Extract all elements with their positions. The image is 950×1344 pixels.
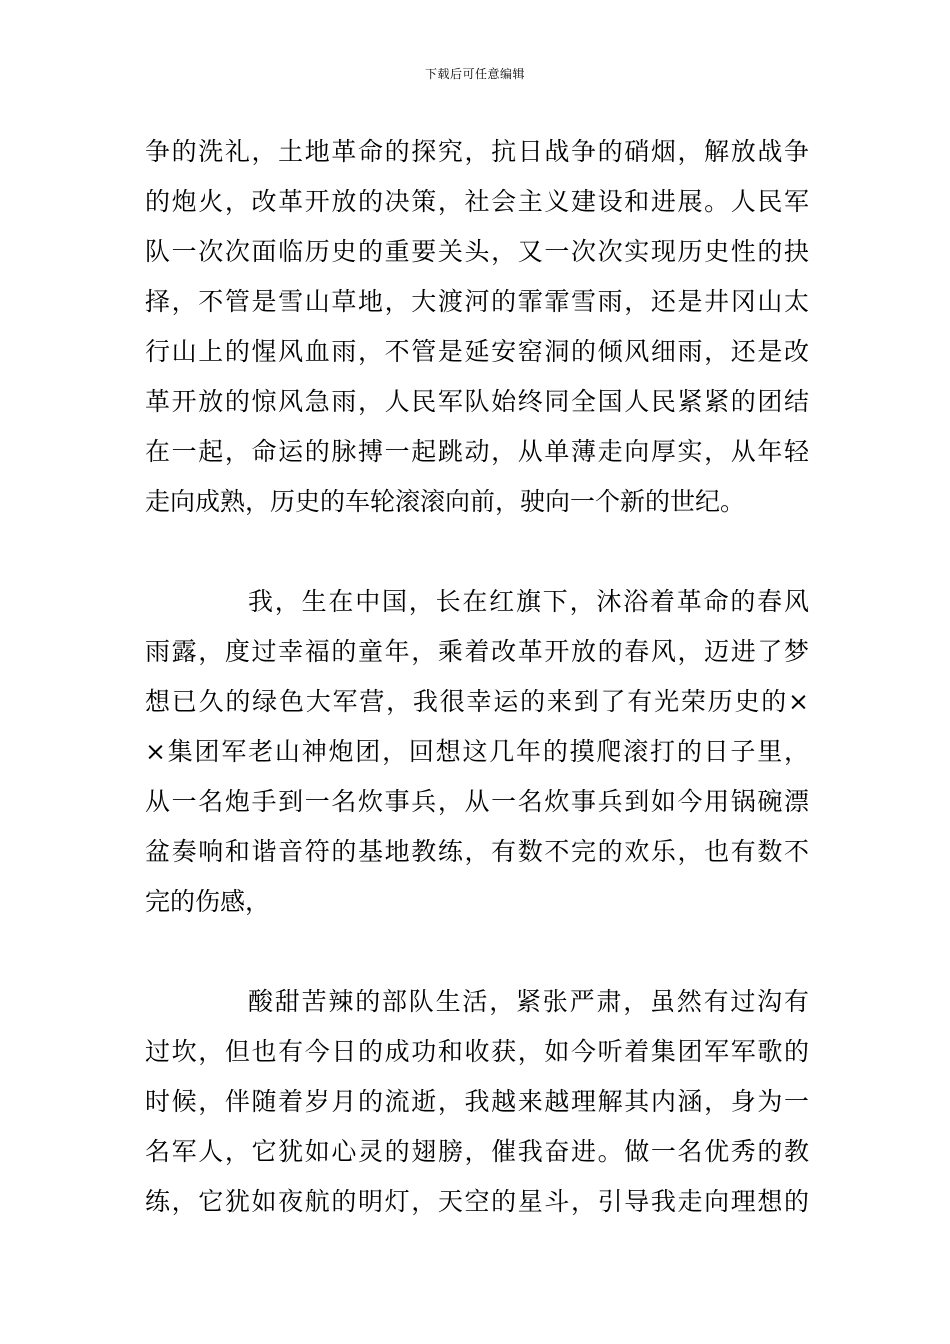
text-line: 的炮火，改革开放的决策，社会主义建设和进展。人民军 [145,187,809,216]
text-line: ×集团军老山神炮团，回想这几年的摸爬滚打的日子里， [145,737,809,766]
text-line: 行山上的惺风血雨，不管是延安窑洞的倾风细雨，还是改 [145,337,809,366]
text-line: 走向成熟，历史的车轮滚滚向前，驶向一个新的世纪。 [145,487,746,516]
text-line: 酸甜苦辣的部队生活，紧张严肃，虽然有过沟有 [248,987,809,1016]
text-line: 队一次次面临历史的重要关头，又一次次实现历史性的抉 [145,237,809,266]
document-body [145,127,809,1227]
text-line: 革开放的惊风急雨，人民军队始终同全国人民紧紧的团结 [145,387,809,416]
text-line: 想已久的绿色大军营，我很幸运的来到了有光荣历史的× [145,687,809,716]
text-line: 名军人，它犹如心灵的翅膀，催我奋进。做一名优秀的教 [145,1137,809,1166]
text-line: 盆奏响和谐音符的基地教练，有数不完的欢乐，也有数不 [145,837,809,866]
paragraph-gap [145,927,809,977]
text-line: 从一名炮手到一名炊事兵，从一名炊事兵到如今用锅碗漂 [145,787,809,816]
text-line: 在一起，命运的脉搏一起跳动，从单薄走向厚实，从年轻 [145,437,809,466]
paragraph-2 [145,577,809,927]
text-line: 完的伤感， [145,887,271,916]
text-line: 练，它犹如夜航的明灯，天空的星斗，引导我走向理想的 [145,1187,809,1216]
paragraph-1 [145,127,809,527]
page-header: 下载后可任意编辑 [424,67,525,81]
paragraph-gap [145,527,809,577]
text-line: 我，生在中国，长在红旗下，沐浴着革命的春风 [248,587,809,616]
text-line: 过坎，但也有今日的成功和收获，如今听着集团军军歌的 [145,1037,809,1066]
text-line: 择，不管是雪山草地，大渡河的霏霏雪雨，还是井冈山太 [145,287,809,316]
text-line: 争的洗礼，土地革命的探究，抗日战争的硝烟，解放战争 [145,137,809,166]
text-line: 时候，伴随着岁月的流逝，我越来越理解其内涵，身为一 [145,1087,809,1116]
paragraph-3 [145,977,809,1227]
text-line: 雨露，度过幸福的童年，乘着改革开放的春风，迈进了梦 [145,637,809,666]
